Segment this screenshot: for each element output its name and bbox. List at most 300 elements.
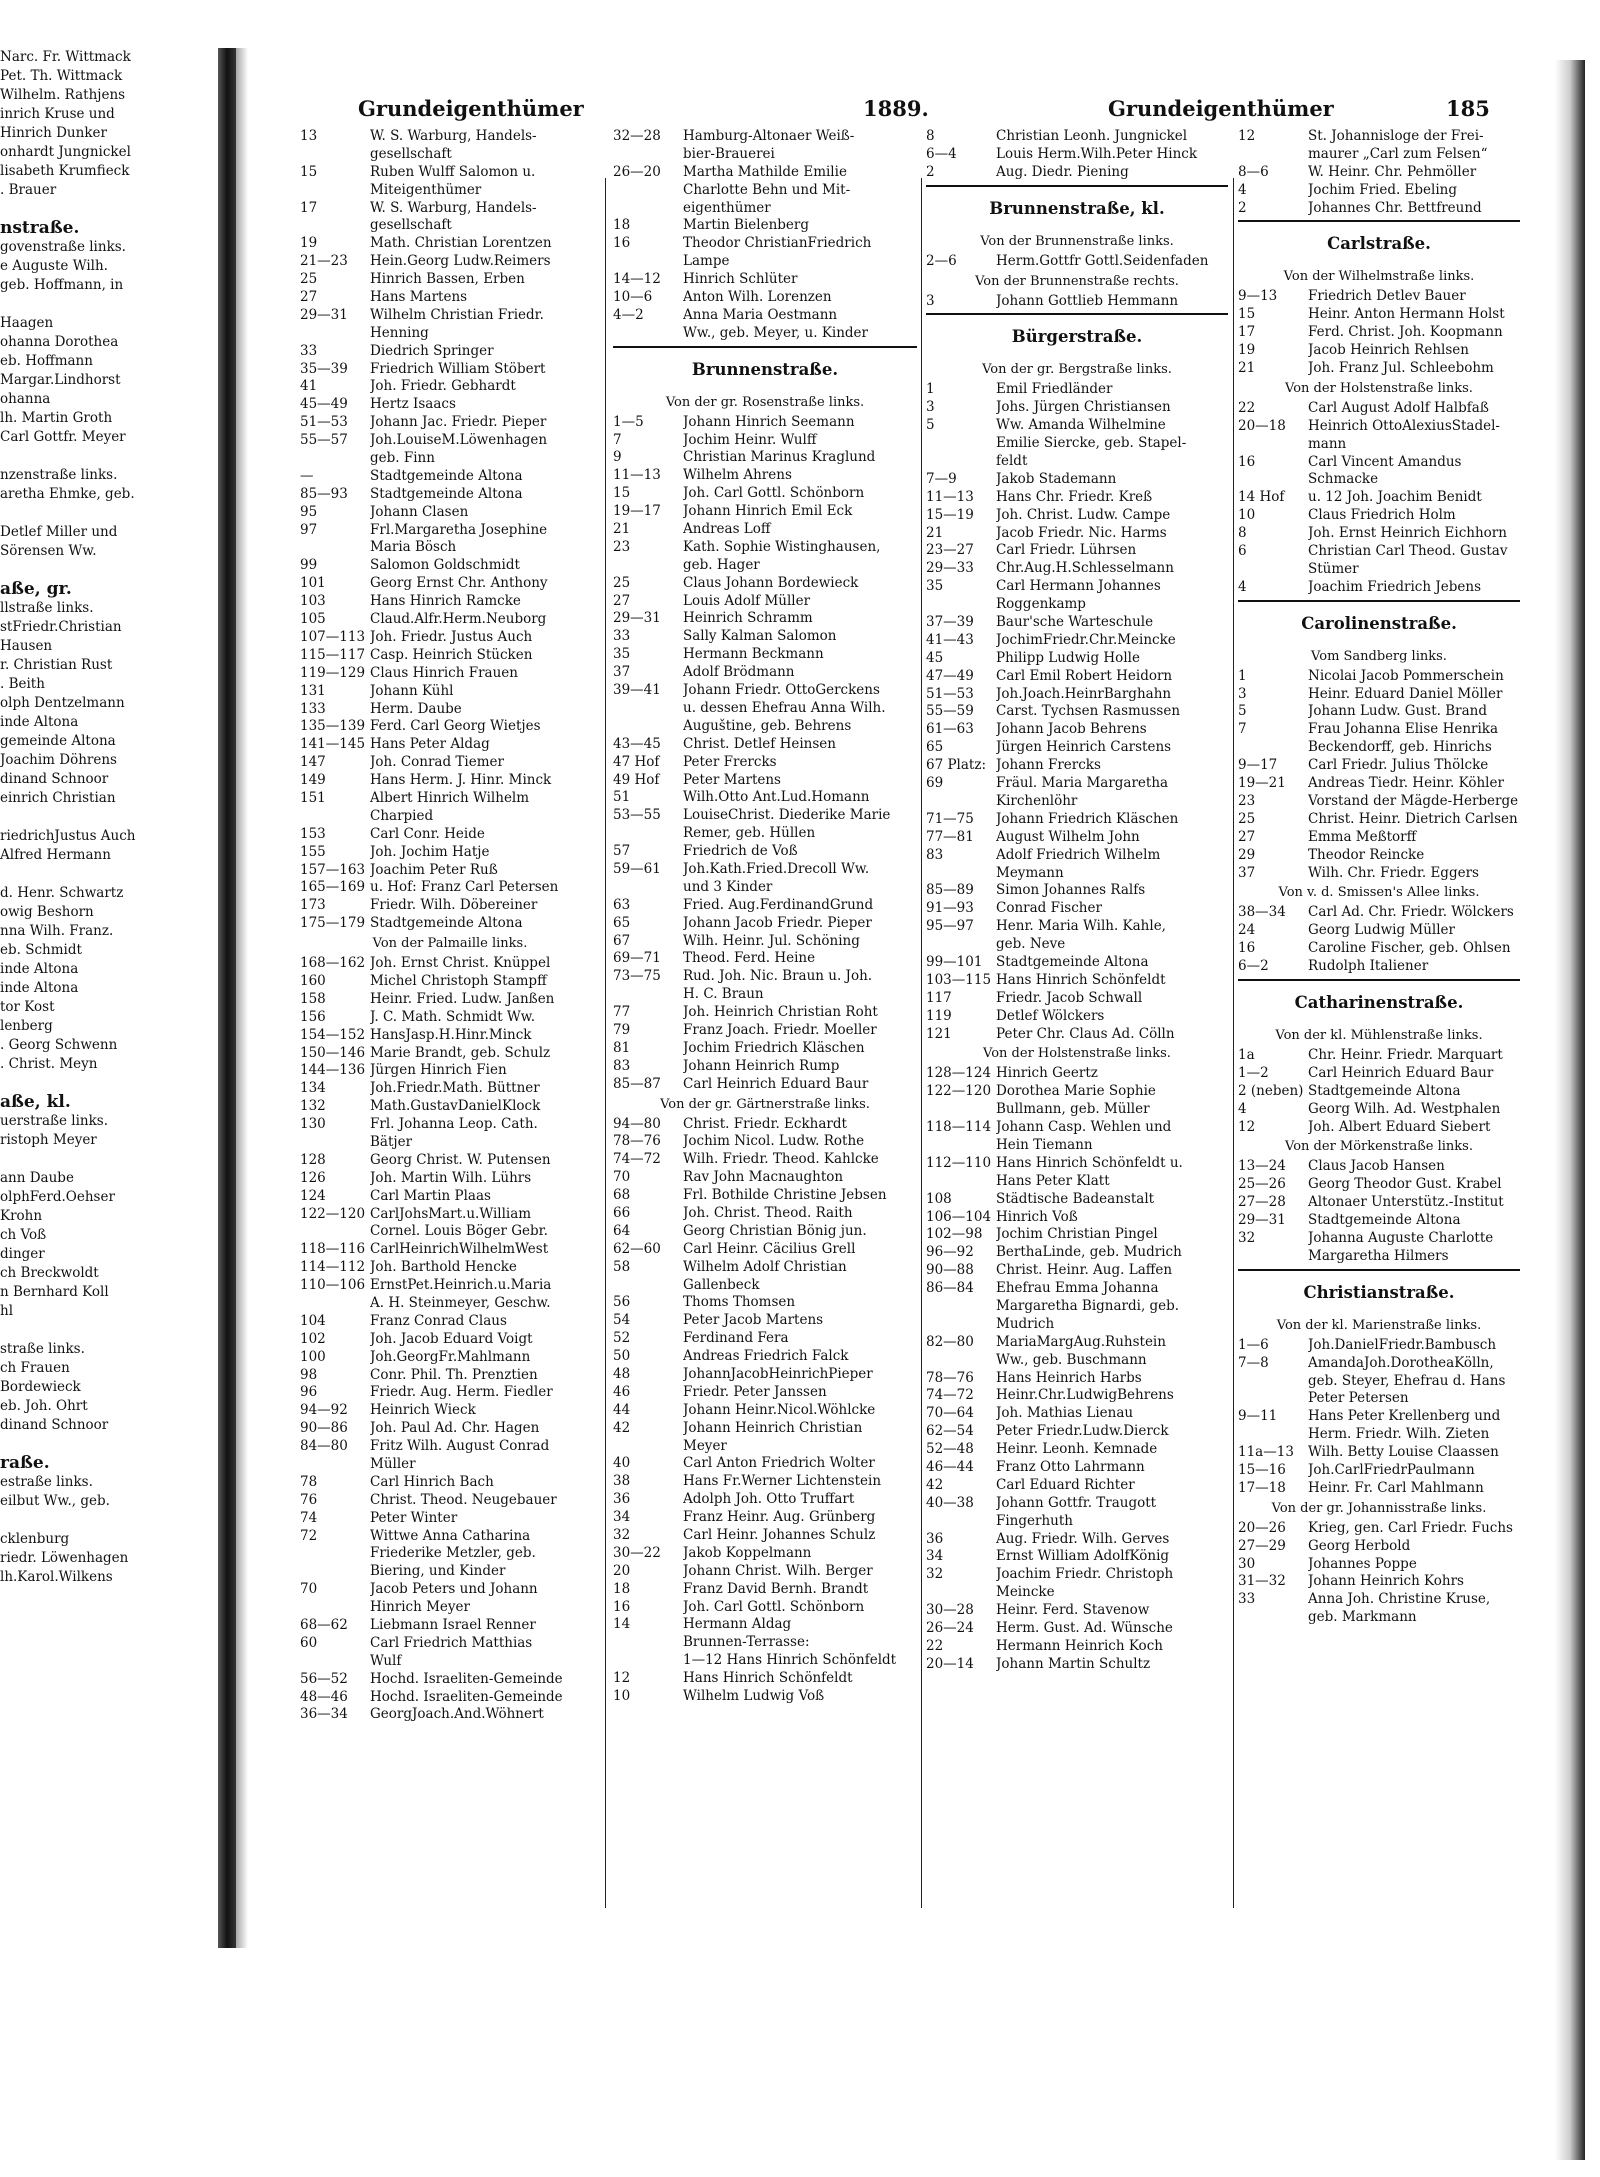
house-number xyxy=(926,1137,996,1155)
owner-name: Miteigenthümer xyxy=(370,181,482,198)
house-number xyxy=(300,808,370,826)
house-number: 134 xyxy=(300,1080,326,1097)
entry-row xyxy=(300,1295,600,1313)
house-number: 11—13 xyxy=(926,488,974,505)
owner-name: Frau Johanna Elise Henrika xyxy=(1308,721,1499,738)
entry-fragment: nna Wilh. Franz. xyxy=(0,923,114,939)
owner-name: Fingerhuth xyxy=(996,1512,1073,1529)
entry-row xyxy=(613,235,917,253)
entry-fragment: dinand Schnoor xyxy=(0,771,109,787)
owner-name: Jürgen Hinrich Fien xyxy=(370,1062,507,1079)
owner-name: LouiseChrist. Diederike Marie xyxy=(683,807,891,824)
owner-name: Joh. Ernst Christ. Knüppel xyxy=(370,955,551,972)
house-number: 44 xyxy=(613,1401,631,1418)
owner-name: Ferd. Carl Georg Wietjes xyxy=(370,718,541,735)
owner-name: Baur'sche Warteschule xyxy=(996,614,1154,631)
owner-name: Johann Kühl xyxy=(370,682,454,699)
owner-name: Margaretha Hilmers xyxy=(1308,1247,1449,1264)
entry-row xyxy=(926,1026,1228,1044)
entry-fragment: gemeinde Altona xyxy=(0,733,116,749)
house-number: 14—12 xyxy=(613,271,661,288)
owner-name: Carl Ad. Chr. Friedr. Wölckers xyxy=(1308,904,1514,921)
owner-name: Dorothea Marie Sophie xyxy=(996,1083,1156,1100)
house-number: 5 xyxy=(926,417,935,434)
house-number: 25—26 xyxy=(1238,1176,1286,1193)
owner-name: Charlotte Behn und Mit- xyxy=(683,181,851,198)
entry-fragment: inde Altona xyxy=(0,714,79,730)
entry-fragment: ristoph Meyer xyxy=(0,1132,97,1148)
owner-name: Jacob Peters und Johann xyxy=(370,1581,538,1598)
entry-row xyxy=(926,703,1228,721)
house-number: 165—169 xyxy=(300,879,366,896)
house-number: 37—39 xyxy=(926,614,974,631)
entry-row xyxy=(926,435,1228,453)
street-heading: Bürgerstraße. xyxy=(926,313,1228,359)
owner-name: Wilhelm Adolf Christian xyxy=(683,1258,847,1275)
house-number xyxy=(300,217,370,235)
house-number xyxy=(1238,739,1308,757)
entry-row xyxy=(613,1581,917,1599)
entry-row xyxy=(300,235,600,253)
house-number: 12 xyxy=(1238,1118,1256,1135)
owner-name: Carl Eduard Richter xyxy=(996,1476,1135,1493)
owner-name: Schmacke xyxy=(1308,471,1379,488)
entry-fragment xyxy=(0,1435,218,1454)
entry-row xyxy=(926,1083,1228,1101)
street-heading: Catharinenstraße. xyxy=(1238,979,1520,1025)
entry-row xyxy=(926,1638,1228,1656)
house-number: 144—136 xyxy=(300,1062,366,1079)
house-number: 112—110 xyxy=(926,1154,992,1171)
owner-name: Carl Emil Robert Heidorn xyxy=(996,667,1173,684)
entry-row xyxy=(926,614,1228,632)
house-number xyxy=(1238,1390,1308,1408)
entry-row xyxy=(613,950,917,968)
owner-name: Martha Mathilde Emilie xyxy=(683,163,847,180)
entry-row xyxy=(1238,757,1520,775)
house-number: 70 xyxy=(300,1581,318,1598)
house-number: 102—98 xyxy=(926,1226,983,1243)
owner-name: Johann Ludw. Gust. Brand xyxy=(1308,703,1487,720)
owner-name: Johann Jacob Behrens xyxy=(996,721,1147,738)
house-number: 32 xyxy=(613,1527,631,1544)
owner-name: Diedrich Springer xyxy=(370,342,494,359)
owner-name: Wilh. Friedr. Theod. Kahlcke xyxy=(683,1151,879,1168)
entry-row xyxy=(1238,940,1520,958)
house-number: 1 xyxy=(926,381,935,398)
entry-row xyxy=(613,1241,917,1259)
house-number: 26—24 xyxy=(926,1620,974,1637)
owner-name: Chr.Aug.H.Schlesselmann xyxy=(996,560,1174,577)
entry-row xyxy=(613,593,917,611)
house-number xyxy=(300,1653,370,1671)
entry-row xyxy=(300,647,600,665)
house-number: 107—113 xyxy=(300,628,366,645)
entry-row xyxy=(613,467,917,485)
entry-row xyxy=(926,900,1228,918)
entry-row xyxy=(1238,454,1520,472)
entry-row xyxy=(300,1545,600,1563)
house-number: 33 xyxy=(300,342,318,359)
owner-name: Wulf xyxy=(370,1652,402,1669)
owner-name: Christ. Detlef Heinsen xyxy=(683,735,836,752)
owner-name: gesellschaft xyxy=(370,217,452,234)
entry-row xyxy=(613,1491,917,1509)
entry-row xyxy=(613,146,917,164)
entry-row xyxy=(926,417,1228,435)
entry-row xyxy=(300,879,600,897)
house-number: 53—55 xyxy=(613,807,661,824)
entry-row xyxy=(1238,1444,1520,1462)
house-number: 156 xyxy=(300,1008,326,1025)
entry-row xyxy=(300,1438,600,1456)
entry-row xyxy=(300,1635,600,1653)
owner-name: Johann Heinrich Kohrs xyxy=(1308,1573,1464,1590)
house-number: 38—34 xyxy=(1238,904,1286,921)
house-number: 131 xyxy=(300,682,326,699)
house-number: 15—19 xyxy=(926,506,974,523)
entry-row xyxy=(926,972,1228,990)
column-1 xyxy=(300,128,600,1724)
house-number: 9—13 xyxy=(1238,288,1278,305)
owner-name: Meymann xyxy=(996,864,1064,881)
house-number: 15—16 xyxy=(1238,1461,1286,1478)
entry-fragment xyxy=(0,447,218,466)
owner-name: Joh. Martin Wilh. Lührs xyxy=(370,1169,532,1186)
house-number: 5 xyxy=(1238,703,1247,720)
entry-row xyxy=(1238,1573,1520,1591)
street-heading: aße, kl. xyxy=(0,1093,71,1112)
house-number: 48—46 xyxy=(300,1688,348,1705)
house-number: 19—21 xyxy=(1238,775,1286,792)
owner-name: Fritz Wilh. August Conrad xyxy=(370,1438,550,1455)
house-number: 96 xyxy=(300,1384,318,1401)
owner-name: Albert Hinrich Wilhelm xyxy=(370,789,530,806)
entry-row xyxy=(1238,668,1520,686)
entry-fragment: lh. Martin Groth xyxy=(0,410,113,426)
entry-row xyxy=(613,1058,917,1076)
entry-fragment: . Brauer xyxy=(0,182,57,198)
owner-name: Rav John Macnaughton xyxy=(683,1169,844,1186)
owner-name: Joh.DanielFriedr.Bambusch xyxy=(1308,1336,1497,1353)
house-number: 49 Hof xyxy=(613,771,660,788)
house-number: 103—115 xyxy=(926,971,992,988)
entry-row xyxy=(1238,1520,1520,1538)
owner-name: Johann Christ. Wilh. Berger xyxy=(683,1562,873,1579)
house-number: 95—97 xyxy=(926,918,974,935)
entry-row xyxy=(1238,1212,1520,1230)
entry-row xyxy=(300,468,600,486)
entry-row xyxy=(613,1022,917,1040)
house-number: 104 xyxy=(300,1312,326,1329)
header-right-title: Grundeigenthümer xyxy=(1108,96,1334,121)
house-number xyxy=(1238,146,1308,164)
owner-name: Roggenkamp xyxy=(996,596,1086,613)
street-heading: Brunnenstraße. xyxy=(613,346,917,392)
column-4 xyxy=(1238,128,1520,1627)
entry-row xyxy=(1238,1373,1520,1391)
entry-row xyxy=(300,432,600,450)
owner-name: Aug. Diedr. Piening xyxy=(996,163,1129,180)
entry-row xyxy=(926,560,1228,578)
entry-row xyxy=(300,611,600,629)
entry-row xyxy=(926,650,1228,668)
entry-fragment: lh.Karol.Wilkens xyxy=(0,1569,113,1585)
owner-name: JochimFriedr.Chr.Meincke xyxy=(996,631,1176,648)
owner-name: Joh. Carl Gottl. Schönborn xyxy=(683,485,865,502)
owner-name: Stadtgemeinde Altona xyxy=(370,467,523,484)
owner-name: Joh.Friedr.Math. Büttner xyxy=(370,1080,540,1097)
owner-name: Joh. Heinrich Christian Roht xyxy=(683,1004,878,1021)
entry-fragment: uerstraße links. xyxy=(0,1113,109,1129)
entry-row xyxy=(300,1653,600,1671)
entry-row xyxy=(1238,1426,1520,1444)
owner-name: Hans Hinrich Ramcke xyxy=(370,593,521,610)
house-number: 42 xyxy=(926,1476,944,1493)
entry-row xyxy=(300,164,600,182)
entry-row xyxy=(926,146,1228,164)
street-heading: Brunnenstraße, kl. xyxy=(926,185,1228,231)
owner-name: Stadtgemeinde Altona xyxy=(370,485,523,502)
owner-name: Henning xyxy=(370,324,429,341)
house-number xyxy=(613,700,683,718)
section-subheading: Von der Wilhelmstraße links. xyxy=(1283,269,1475,285)
owner-name: W. S. Warburg, Handels- xyxy=(370,199,537,216)
house-number: 97 xyxy=(300,521,318,538)
owner-name: Johann Hinrich Seemann xyxy=(683,413,855,430)
owner-name: Anna Maria Oestmann xyxy=(683,306,838,323)
owner-name: Ehefrau Emma Johanna xyxy=(996,1280,1159,1297)
owner-name: Wilhelm Ludwig Voß xyxy=(683,1688,825,1705)
owner-name: Jochim Heinr. Wulff xyxy=(683,431,817,448)
entry-row xyxy=(1238,507,1520,525)
house-number: 130 xyxy=(300,1116,326,1133)
owner-name: feldt xyxy=(996,453,1028,470)
owner-name: Heinr. Anton Hermann Holst xyxy=(1308,306,1505,323)
entry-row xyxy=(300,790,600,808)
entry-row xyxy=(613,1348,917,1366)
house-number xyxy=(300,325,370,343)
owner-name: Hans Fr.Werner Lichtenstein xyxy=(683,1473,882,1490)
entry-row xyxy=(1238,436,1520,454)
entry-fragment xyxy=(0,1150,218,1169)
owner-name: Stadtgemeinde Altona xyxy=(370,915,523,932)
house-number xyxy=(926,936,996,954)
house-number: 30—22 xyxy=(613,1544,661,1561)
owner-name: Friedrich Detlev Bauer xyxy=(1308,288,1466,305)
house-number: 153 xyxy=(300,825,326,842)
house-number: 7 xyxy=(613,431,622,448)
house-number: 19—17 xyxy=(613,503,661,520)
house-number: 26—20 xyxy=(613,163,661,180)
entry-row xyxy=(613,1420,917,1438)
owner-name: Hermann Beckmann xyxy=(683,646,824,663)
entry-row xyxy=(300,1116,600,1134)
entry-row xyxy=(926,1423,1228,1441)
entry-row xyxy=(613,628,917,646)
entry-row xyxy=(1238,489,1520,507)
entry-row xyxy=(300,343,600,361)
owner-name: Louis Adolf Müller xyxy=(683,592,811,609)
entry-row xyxy=(300,772,600,790)
house-number: 85—93 xyxy=(300,485,348,502)
entry-row xyxy=(300,1528,600,1546)
house-number: 23—27 xyxy=(926,542,974,559)
house-number: 41 xyxy=(300,378,318,395)
owner-name: eigenthümer xyxy=(683,199,771,216)
owner-name: Johann Gottlieb Hemmann xyxy=(996,292,1179,309)
owner-name: Georg Ernst Chr. Anthony xyxy=(370,575,548,592)
house-number: 34 xyxy=(926,1548,944,1565)
entry-row xyxy=(1238,418,1520,436)
entry-row xyxy=(1238,324,1520,342)
house-number: 60 xyxy=(300,1634,318,1651)
owner-name: Wilh. Heinr. Jul. Schöning xyxy=(683,932,860,949)
owner-name: Hans Chr. Friedr. Kreß xyxy=(996,488,1153,505)
house-number xyxy=(613,825,683,843)
owner-name: Vorstand der Mägde-Herberge xyxy=(1308,792,1519,809)
entry-fragment: Carl Gottfr. Meyer xyxy=(0,429,126,445)
owner-name: Joh.GeorgFr.Mahlmann xyxy=(370,1348,531,1365)
owner-name: Herm.Gottfr Gottl.Seidenfaden xyxy=(996,252,1209,269)
house-number: 33 xyxy=(1238,1591,1256,1608)
owner-name: Hans Hinrich Schönfeldt xyxy=(683,1670,853,1687)
entry-row xyxy=(1238,182,1520,200)
house-number: 29—31 xyxy=(1238,1212,1286,1229)
owner-name: Andreas Tiedr. Heinr. Köhler xyxy=(1308,775,1504,792)
owner-name: Franz Heinr. Aug. Grünberg xyxy=(683,1509,876,1526)
section-subheading: Von der Mörkenstraße links. xyxy=(1285,1139,1473,1155)
entry-fragment: hl xyxy=(0,1303,14,1319)
owner-name: Johann Clasen xyxy=(370,503,469,520)
entry-row xyxy=(926,1173,1228,1191)
entry-fragment: ch Breckwoldt xyxy=(0,1265,99,1281)
entry-row xyxy=(926,1387,1228,1405)
owner-name: Ww., geb. Meyer, u. Kinder xyxy=(683,324,868,341)
house-number: 3 xyxy=(926,399,935,416)
owner-name: Wilhelm Ahrens xyxy=(683,467,792,484)
house-number: 128 xyxy=(300,1151,326,1168)
house-number: 13 xyxy=(300,128,318,144)
house-number: 10—6 xyxy=(613,289,653,306)
owner-name: Johannes Poppe xyxy=(1308,1555,1417,1572)
header-left-title: Grundeigenthümer xyxy=(358,96,584,121)
house-number: 65 xyxy=(613,914,631,931)
house-number: 24 xyxy=(1238,922,1256,939)
owner-name: Hochd. Israeliten-Gemeinde xyxy=(370,1688,563,1705)
house-number: 72 xyxy=(300,1527,318,1544)
house-number xyxy=(613,1634,683,1652)
entry-fragment: estraße links. xyxy=(0,1474,93,1490)
entry-row xyxy=(300,1706,600,1724)
owner-name: Hinrich Meyer xyxy=(370,1599,470,1616)
house-number xyxy=(1238,471,1308,489)
house-number: 17 xyxy=(300,199,318,216)
owner-name: Peter Friedr.Ludw.Dierck xyxy=(996,1423,1169,1440)
entry-fragment: e Auguste Wilh. xyxy=(0,258,108,274)
house-number xyxy=(613,1438,683,1456)
entry-row xyxy=(613,861,917,879)
entry-fragment: einrich Christian xyxy=(0,790,116,806)
entry-row xyxy=(1238,1480,1520,1498)
house-number: 1—5 xyxy=(613,413,644,430)
entry-row xyxy=(926,739,1228,757)
house-number xyxy=(300,1134,370,1152)
owner-name: Margaretha Bignardi, geb. xyxy=(996,1297,1180,1314)
house-number xyxy=(926,1513,996,1531)
gutter-shadow xyxy=(236,48,248,1948)
street-heading: raße. xyxy=(0,1454,50,1473)
owner-name: Ruben Wulff Salomon u. xyxy=(370,163,536,180)
entry-row xyxy=(926,757,1228,775)
entry-row xyxy=(926,489,1228,507)
entry-row xyxy=(613,1076,917,1094)
entry-fragment: n Bernhard Koll xyxy=(0,1284,109,1300)
owner-name: Johanna Auguste Charlotte xyxy=(1308,1229,1494,1246)
entry-fragment: ann Daube xyxy=(0,1170,74,1186)
house-number: 128—124 xyxy=(926,1065,992,1082)
entry-row xyxy=(613,664,917,682)
house-number xyxy=(300,539,370,557)
house-number: 160 xyxy=(300,972,326,989)
owner-name: Liebmann Israel Renner xyxy=(370,1617,536,1634)
entry-row xyxy=(1238,1390,1520,1408)
entry-row xyxy=(926,936,1228,954)
entry-row xyxy=(1238,306,1520,324)
house-number: 84—80 xyxy=(300,1438,348,1455)
house-number: 119—129 xyxy=(300,664,366,681)
house-number: 101 xyxy=(300,575,326,592)
entry-fragment: Hinrich Dunker xyxy=(0,125,107,141)
house-number: 2 (neben) xyxy=(1238,1082,1304,1099)
entry-row xyxy=(926,525,1228,543)
owner-name: Carl Martin Plaas xyxy=(370,1187,491,1204)
house-number: 38 xyxy=(613,1473,631,1490)
house-number: 19 xyxy=(300,235,318,252)
house-number: 168—162 xyxy=(300,955,366,972)
owner-name: Wilh.Otto Ant.Lud.Homann xyxy=(683,789,870,806)
entry-fragment: eb. Schmidt xyxy=(0,942,82,958)
owner-name: Jochim Friedrich Kläschen xyxy=(683,1039,865,1056)
entry-fragment: olphFerd.Oehser xyxy=(0,1189,115,1205)
owner-name: Heinr. Fried. Ludw. Janßen xyxy=(370,990,555,1007)
entry-row xyxy=(926,954,1228,972)
entry-row xyxy=(1238,1248,1520,1266)
entry-fragment: . Georg Schwenn xyxy=(0,1037,118,1053)
house-number: 4 xyxy=(1238,1100,1247,1117)
entry-row xyxy=(300,1402,600,1420)
owner-name: Theodor ChristianFriedrich xyxy=(683,235,872,252)
entry-row xyxy=(300,1009,600,1027)
street-heading: aße, gr. xyxy=(0,580,72,599)
house-number: 10 xyxy=(1238,507,1256,524)
house-number: 46 xyxy=(613,1383,631,1400)
entry-row xyxy=(613,825,917,843)
house-number: 150—146 xyxy=(300,1044,366,1061)
owner-name: Frl. Bothilde Christine Jebsen xyxy=(683,1187,887,1204)
entry-row xyxy=(300,414,600,432)
owner-name: Carl Heinr. Johannes Schulz xyxy=(683,1527,876,1544)
house-number xyxy=(926,1173,996,1191)
entry-row xyxy=(613,986,917,1004)
entry-row xyxy=(613,1133,917,1151)
house-number xyxy=(926,1584,996,1602)
entry-row xyxy=(613,1312,917,1330)
owner-name: Bätjer xyxy=(370,1133,413,1150)
owner-name: Joh.Kath.Fried.Drecoll Ww. xyxy=(683,860,870,877)
owner-name: Casp. Heinrich Stücken xyxy=(370,646,533,663)
owner-name: Math. Christian Lorentzen xyxy=(370,235,552,252)
